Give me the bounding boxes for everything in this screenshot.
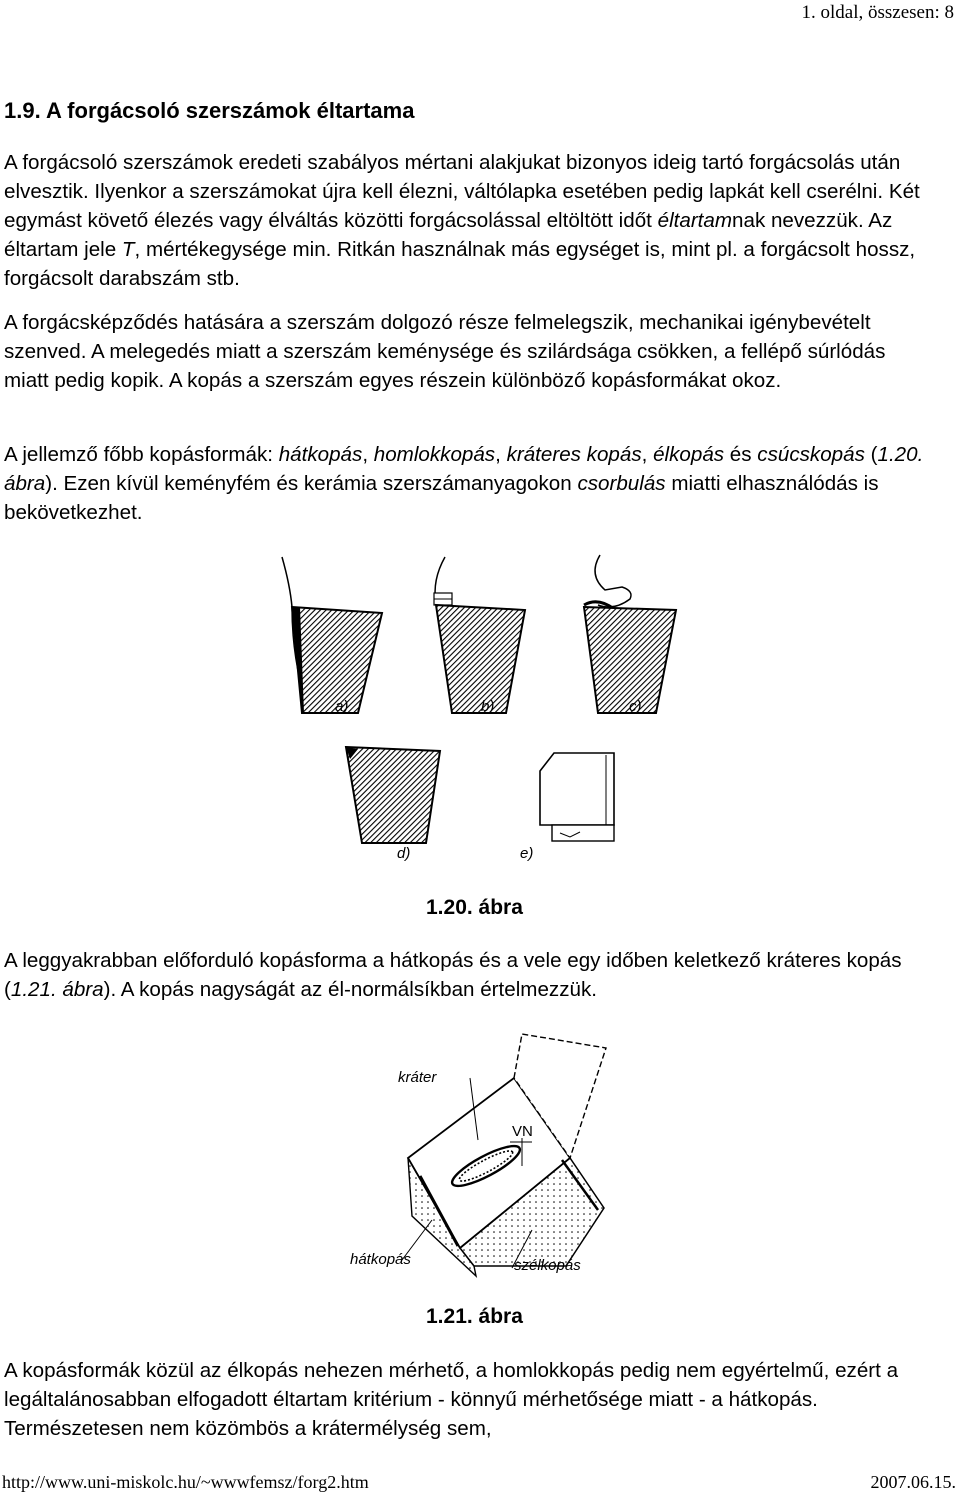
p4-text-3: ). A kopás nagyságát az él-normálsíkban értelmezzük. <box>103 978 597 1001</box>
p1-text-1: A forgácsoló szerszámok eredeti szabályos mértani alakjukat bizonyos ideig tartó forgácsolás után elvesztik. Ilyenkor a szerszámokat újra kell élezni, váltólapka esetében pedig lapkát kell cserélni. Két egymást követő élezés vagy élváltás közötti forgácsolással eltöltött időt <box>4 151 920 232</box>
p1-text-5: , mértékegysége min. Ritkán használnak más egységet is, mint pl. a forgácsolt hossz, forgácsolt darabszám stb. <box>4 238 916 290</box>
page-indicator: 1. oldal, összesen: 8 <box>801 2 954 23</box>
paragraph-heating-wear: A forgácsképződés hatására a szerszám dolgozó része felmelegszik, mechanikai igénybevételt szenved. A melegedés miatt a szerszám keménysége és szilárdsága csökken, a fellépő súrlódás miatt pedig kopik. A kopás a szerszám egyes részein különböző kopásformákat okoz. <box>4 311 886 392</box>
p3-text-15: miatti elhasználódás is bekövetkezhet. <box>4 472 879 524</box>
figure-120-caption: 1.20. ábra <box>426 896 523 919</box>
figure-120-wear-forms <box>0 545 960 875</box>
symbol-t: T <box>121 238 135 261</box>
p3-text-13: ). Ezen kívül keményfém és kerámia szerszámanyagokon <box>45 472 578 495</box>
term-hatkopas: hátkopás <box>278 443 363 466</box>
label-c: c) <box>629 698 642 715</box>
section-title: 1.9. A forgácsoló szerszámok éltartama <box>4 98 415 123</box>
p3-text-1: A jellemző főbb kopásformák: <box>4 443 279 466</box>
tool-d-edge-wear <box>346 747 440 843</box>
p4-text-1: A leggyakrabban előforduló kopásforma a hátkopás és a vele egy időben keletkező kráteres kopás ( <box>4 949 902 1001</box>
label-d: d) <box>397 845 411 862</box>
paragraph-lifetime-criterion: A kopásformák közül az élkopás nehezen mérhető, a homlokkopás pedig nem egyértelmű, ezért a legáltalánosabban elfogadott éltartam kritérium - könnyű mérhetősége miatt - a hátkopás. Természetesen nem közömbös a krátermélység sem, <box>4 1359 899 1440</box>
term-homlokkopas: homlokkopás <box>373 443 496 466</box>
term-krateres-kopas: kráteres kopás <box>506 443 642 466</box>
p3-text-9: és <box>724 443 758 466</box>
paragraph-lifetime-definition <box>4 148 934 293</box>
tool-e-chipping <box>540 753 614 841</box>
footer-date: 2007.06.15. <box>870 1472 956 1492</box>
label-krater: kráter <box>398 1069 437 1086</box>
paragraph-wear-forms <box>4 440 934 527</box>
figure-121-caption: 1.21. ábra <box>426 1305 523 1328</box>
term-csucskopas: csúcskopás <box>757 443 865 466</box>
p1-text-3: nak nevezzük. Az éltartam jele <box>4 209 893 261</box>
label-szelkopas: szélkopás <box>514 1257 581 1274</box>
label-vn: VN <box>512 1123 533 1140</box>
p3-text-11: ( <box>864 443 878 466</box>
paragraph-common-wear <box>4 946 934 1004</box>
figure-121-crater-flank-wear <box>0 1020 960 1290</box>
tool-c-crater-wear <box>584 555 676 713</box>
p3-text-5: , <box>495 443 507 466</box>
label-e: e) <box>520 845 534 862</box>
term-elkopas: élkopás <box>653 443 725 466</box>
p3-text-7: , <box>641 443 654 466</box>
label-b: b) <box>481 698 495 715</box>
label-a: a) <box>335 698 349 715</box>
tool-b-face-wear <box>434 557 525 713</box>
footer-url: http://www.uni-miskolc.hu/~wwwfemsz/forg2.htm <box>2 1472 369 1492</box>
p3-text-3: , <box>362 443 374 466</box>
term-csorbulas: csorbulás <box>577 472 666 495</box>
ref-figure-120: 1.20. ábra <box>4 443 924 495</box>
ref-figure-121: 1.21. ábra <box>10 978 104 1001</box>
term-eltartam: éltartam <box>657 209 733 232</box>
label-hatkopas: hátkopás <box>350 1251 411 1268</box>
tool-a-flank-wear <box>282 557 382 713</box>
